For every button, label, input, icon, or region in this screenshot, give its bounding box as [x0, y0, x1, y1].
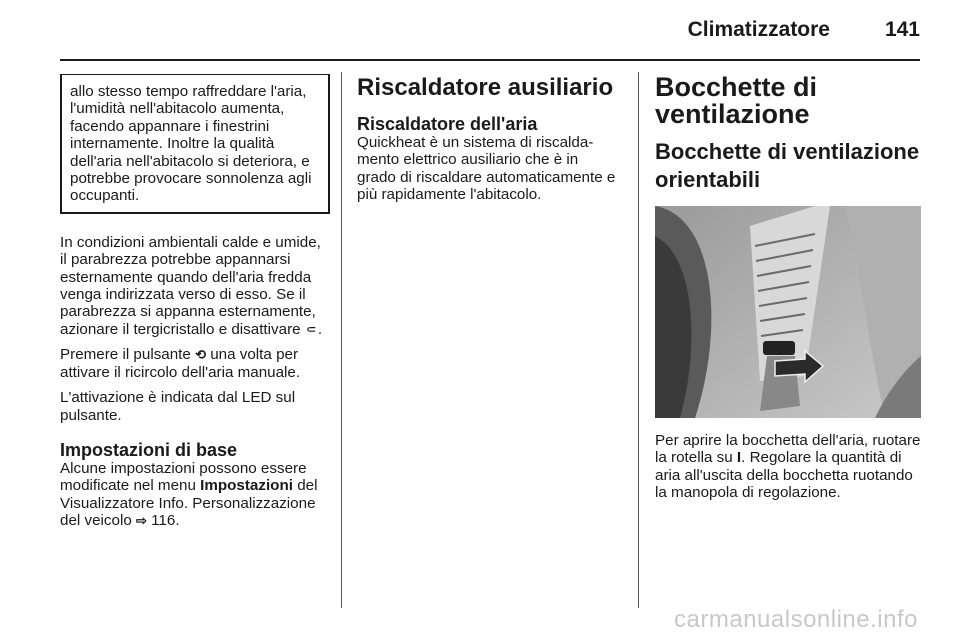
air-vent-photo — [655, 206, 921, 418]
paragraph — [655, 432, 921, 502]
recirculation-icon: ⟲ — [195, 347, 206, 363]
wiper-icon: ⸦ — [304, 321, 318, 337]
paragraph-text: In condizioni ambientali calde e umide, il parabrezza potrebbe appannarsi esternamente quando dell'aria fredda venga indirizzata verso di esso. Se il parabrezza si appanna esternamente, azionare il tergicristallo e disattivare — [60, 233, 321, 338]
column-right — [655, 74, 921, 510]
section-heading: Riscaldatore ausiliario — [357, 74, 614, 101]
paragraph-text: Alcune impostazioni possono essere modificate nel menu — [60, 459, 307, 495]
column-divider — [341, 72, 342, 608]
column-middle — [357, 74, 619, 212]
paragraph — [60, 346, 330, 381]
paragraph — [60, 389, 330, 424]
page-reference[interactable]: 116. — [146, 512, 180, 530]
page-title: Climatizzatore — [687, 18, 830, 41]
section-heading — [655, 74, 921, 128]
warning-box — [60, 74, 330, 214]
header-divider — [60, 59, 920, 61]
page-reference-icon: ⇨ — [135, 513, 147, 529]
paragraph-text: . — [317, 320, 323, 338]
heading-line: Bocchette di — [655, 72, 818, 102]
paragraph-text: una volta per attivare il ricircolo dell'aria manuale. — [60, 346, 301, 381]
column-left — [60, 74, 330, 538]
paragraph-text: Per aprire la bocchetta dell'aria, ruotare la rotella su — [655, 432, 921, 467]
paragraph: Quickheat è un sistema di riscaldamento elettrico ausiliario che è in grado di riscaldare automaticamente e più rapidamente l'abitacolo. — [357, 134, 616, 204]
subsection-heading: Riscaldatore dell'aria — [357, 114, 538, 134]
paragraph — [60, 234, 330, 338]
open-position-symbol: I — [736, 449, 742, 467]
warning-text: allo stesso tempo raffreddare l'aria, l'umidità nell'abitacolo aumenta, facendo appannare i finestrini internamente. Inoltre la qualità dell'aria nell'abitacolo si deteriora, e potrebbe provocare sonnolenza agli occupanti. — [70, 83, 312, 205]
watermark: carmanualsonline.info — [674, 606, 918, 633]
menu-name: Impostazioni — [200, 477, 293, 495]
paragraph-text: . Regolare la quantità di aria all'uscita della bocchetta ruotando la manopola di regolazione. — [655, 449, 913, 502]
section-heading: Impostazioni di base — [60, 439, 238, 460]
paragraph-text: Premere il pulsante — [60, 346, 196, 364]
page-number: 141 — [884, 18, 920, 41]
paragraph-text: L'attivazione è indicata dal LED sul pulsante. — [60, 389, 296, 424]
subsection-heading: Bocchette di ventilazione orientabili — [655, 139, 920, 192]
heading-line: ventilazione — [655, 99, 810, 129]
paragraph-text: del Visualizzatore Info. Personalizzazione del veicolo — [60, 477, 318, 530]
paragraph — [60, 460, 330, 530]
column-divider — [638, 72, 639, 608]
